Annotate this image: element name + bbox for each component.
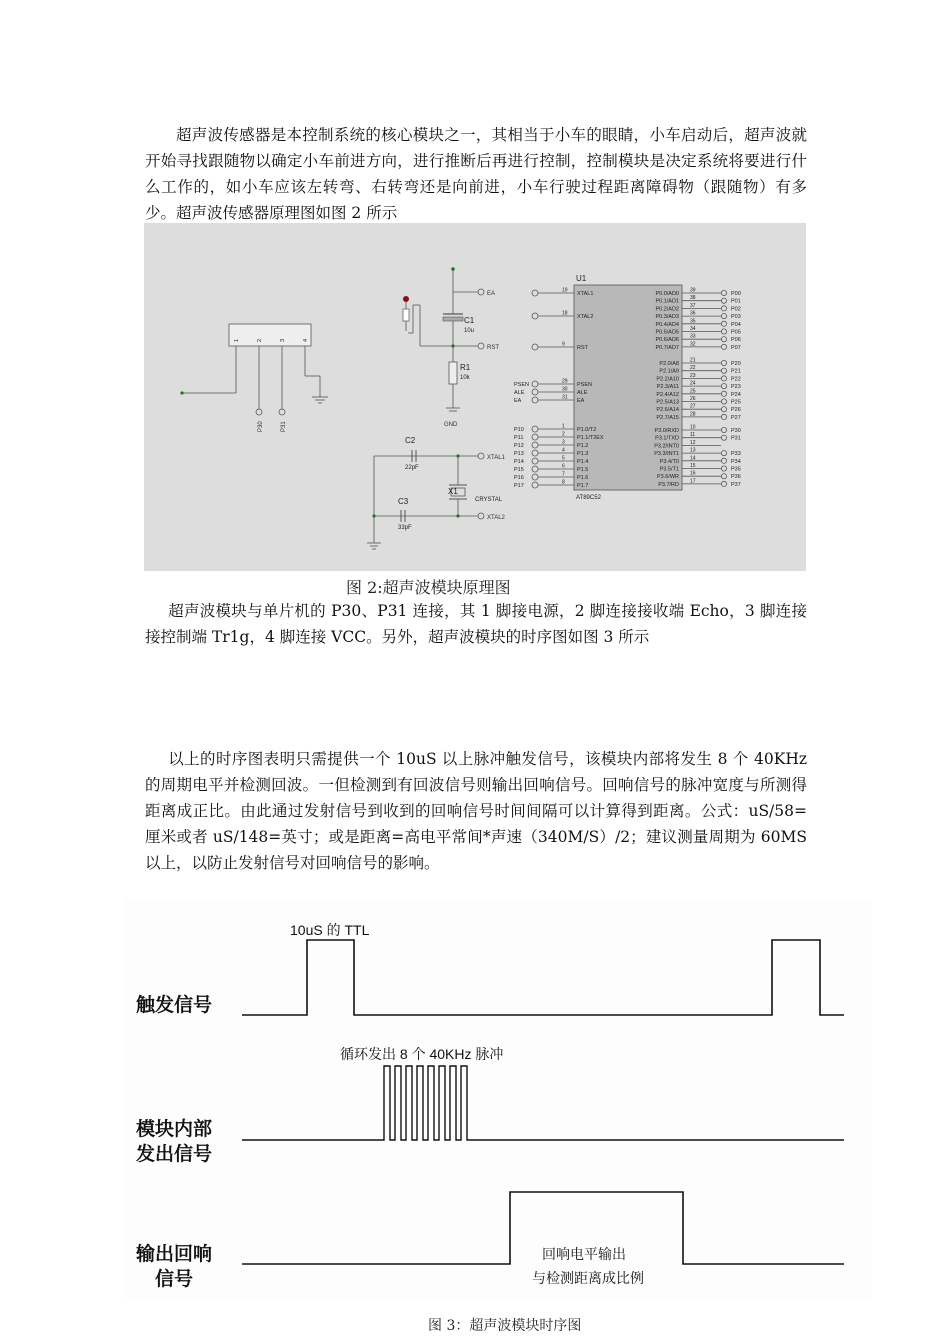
svg-text:P1.7: P1.7 (577, 483, 589, 489)
svg-text:21: 21 (690, 357, 696, 364)
svg-text:P0.5/AD5: P0.5/AD5 (655, 329, 679, 336)
svg-text:9: 9 (562, 341, 565, 348)
echo-annotation-2: 与检测距离成比例 (532, 1270, 644, 1286)
net-label-xtal1: XTAL1 (487, 455, 505, 461)
svg-text:35: 35 (690, 318, 696, 325)
sensor-pin-4: 4 (303, 338, 309, 342)
timing-diagram (122, 898, 872, 1298)
svg-text:8: 8 (562, 479, 565, 486)
svg-text:18: 18 (562, 310, 568, 317)
svg-text:P2.7/A15: P2.7/A15 (656, 414, 679, 421)
svg-text:10: 10 (690, 424, 696, 431)
svg-text:P13: P13 (514, 451, 524, 457)
svg-text:P1.1/T2EX: P1.1/T2EX (577, 435, 604, 441)
svg-text:P27: P27 (731, 414, 741, 421)
svg-text:12: 12 (690, 439, 696, 446)
svg-text:EA: EA (577, 398, 585, 404)
svg-text:P2.3/A11: P2.3/A11 (656, 384, 679, 391)
svg-text:P3.2/INT0: P3.2/INT0 (654, 443, 679, 450)
svg-text:P2.0/A8: P2.0/A8 (659, 361, 679, 367)
svg-text:P26: P26 (731, 407, 741, 414)
svg-text:P0.3/AD3: P0.3/AD3 (655, 314, 679, 321)
figure2-caption: 图 2:超声波模块原理图 (346, 578, 511, 597)
sensor-pin-3: 3 (280, 338, 286, 342)
svg-text:P3.6/WR: P3.6/WR (656, 474, 679, 481)
sensor-pin-1: 1 (234, 338, 240, 342)
svg-text:14: 14 (690, 455, 696, 462)
svg-text:22: 22 (690, 365, 696, 372)
svg-text:3: 3 (562, 439, 565, 446)
echo-row-label-1: 输出回响 (136, 1244, 213, 1265)
svg-text:13: 13 (690, 447, 696, 454)
svg-text:P2.2/A10: P2.2/A10 (656, 376, 679, 383)
svg-text:15: 15 (690, 463, 696, 469)
sensor-net-p30: P30 (258, 421, 264, 432)
svg-text:P0.7/AD7: P0.7/AD7 (655, 344, 679, 351)
c3-ref: C3 (398, 497, 409, 506)
svg-text:P24: P24 (731, 391, 741, 398)
svg-text:RST: RST (577, 345, 588, 351)
svg-text:P0.2/AD2: P0.2/AD2 (655, 306, 679, 313)
svg-text:EA: EA (514, 398, 522, 404)
trigger-annotation: 10uS 的 TTL (290, 922, 370, 938)
svg-text:XTAL2: XTAL2 (577, 314, 594, 320)
svg-text:P3.4/T0: P3.4/T0 (659, 458, 679, 465)
svg-text:17: 17 (690, 478, 696, 485)
gnd-label: GND (444, 422, 458, 428)
burst-row-label-2: 发出信号 (136, 1144, 213, 1165)
svg-text:P1.3: P1.3 (577, 451, 589, 457)
x1-ref: X1 (448, 487, 458, 496)
svg-text:P02: P02 (731, 306, 741, 313)
junction-dot (451, 344, 454, 347)
svg-text:P06: P06 (731, 337, 741, 344)
r1-ref: R1 (460, 363, 471, 372)
svg-text:24: 24 (690, 380, 696, 387)
svg-text:P3.0/RXD: P3.0/RXD (654, 428, 679, 434)
c3-value: 33pF (398, 525, 412, 531)
svg-text:33: 33 (690, 333, 696, 340)
svg-text:P00: P00 (731, 291, 741, 297)
svg-text:ALE: ALE (577, 390, 588, 396)
svg-text:P33: P33 (731, 451, 741, 458)
svg-text:P15: P15 (514, 467, 524, 473)
timing-paragraph: 以上的时序图表明只需提供一个 10uS 以上脉冲触发信号，该模块内部将发生 8 个 40KHz 的周期电平并检测回波。一但检测到有回波信号则输出回响信号。回响信号的脉冲宽度与所测得距离成正比。由此通过发射信号到收到的回响信号时间间隔可以计算得到距离。公式：uS/58=厘米或者 uS/148=英寸；或是距离=高电平常间*声速（340M/S）/2；建议测量周期为 60MS 以上，以防止发射信号对回响信号的影响。 (145, 750, 807, 872)
svg-text:2: 2 (562, 431, 565, 438)
sensor-pin-2: 2 (257, 338, 263, 342)
svg-text:37: 37 (690, 302, 696, 309)
c1-ref: C1 (464, 316, 475, 325)
figure3-caption: 图 3：超声波模块时序图 (428, 1318, 582, 1334)
svg-text:16: 16 (690, 470, 696, 477)
svg-text:P07: P07 (731, 344, 741, 351)
svg-text:P2.4/A12: P2.4/A12 (656, 391, 679, 398)
svg-text:P3.5/T1: P3.5/T1 (659, 466, 679, 473)
svg-text:32: 32 (690, 341, 696, 348)
svg-text:34: 34 (690, 326, 696, 332)
trigger-waveform (242, 940, 844, 1015)
svg-text:XTAL1: XTAL1 (577, 291, 594, 297)
echo-annotation-1: 回响电平输出 (542, 1246, 626, 1262)
svg-text:P05: P05 (731, 329, 741, 336)
svg-text:P35: P35 (731, 466, 741, 473)
svg-text:P21: P21 (731, 368, 741, 375)
svg-text:P12: P12 (514, 443, 524, 449)
svg-text:7: 7 (562, 471, 565, 478)
svg-text:PSEN: PSEN (577, 382, 592, 388)
schematic-figure (144, 223, 806, 571)
svg-text:25: 25 (690, 388, 696, 395)
svg-text:29: 29 (562, 378, 568, 385)
c1-value: 10u (464, 328, 475, 334)
svg-text:P2.5/A13: P2.5/A13 (656, 399, 679, 406)
svg-text:27: 27 (690, 403, 696, 410)
svg-text:P37: P37 (731, 481, 741, 488)
svg-text:28: 28 (690, 411, 696, 418)
svg-text:ALE: ALE (514, 390, 525, 396)
timing-figure (122, 898, 872, 1298)
burst-waveform (242, 1066, 844, 1140)
svg-text:P23: P23 (731, 384, 741, 391)
svg-text:P10: P10 (514, 427, 524, 433)
svg-text:P17: P17 (514, 483, 524, 489)
svg-text:P1.2: P1.2 (577, 443, 589, 449)
chip-right-pins (654, 288, 741, 488)
svg-text:26: 26 (690, 396, 696, 402)
svg-text:38: 38 (690, 295, 696, 302)
sensor-net-p31: P31 (281, 421, 287, 432)
schematic-diagram (144, 223, 806, 571)
chip-part: AT89C52 (576, 495, 601, 501)
svg-text:5: 5 (562, 455, 565, 462)
svg-text:19: 19 (562, 287, 568, 294)
svg-text:30: 30 (562, 386, 568, 393)
svg-text:31: 31 (562, 394, 568, 401)
svg-text:P2.6/A14: P2.6/A14 (656, 407, 679, 414)
svg-text:P1.4: P1.4 (577, 459, 589, 465)
sensor-module (229, 324, 311, 346)
svg-text:P11: P11 (514, 435, 524, 441)
junction-dot (180, 391, 183, 394)
svg-text:P34: P34 (731, 458, 741, 465)
c2-value: 22pF (405, 465, 419, 471)
burst-annotation: 循环发出 8 个 40KHz 脉冲 (340, 1046, 504, 1062)
svg-text:P3.3/INT1: P3.3/INT1 (654, 451, 679, 458)
c2-ref: C2 (405, 436, 416, 445)
net-label-ea: EA (487, 291, 496, 297)
svg-text:P36: P36 (731, 474, 741, 481)
trigger-row-label: 触发信号 (136, 995, 213, 1016)
svg-text:PSEN: PSEN (514, 382, 529, 388)
svg-text:P16: P16 (514, 475, 524, 481)
svg-text:P01: P01 (731, 298, 741, 305)
svg-text:P3.7/RD: P3.7/RD (658, 481, 679, 488)
svg-text:11: 11 (690, 432, 696, 439)
svg-text:P1.6: P1.6 (577, 475, 589, 481)
intro-paragraph: 超声波传感器是本控制系统的核心模块之一，其相当于小车的眼睛，小车启动后，超声波就开始寻找跟随物以确定小车前进方向，进行推断后再进行控制，控制模块是决定系统将要进行什么工作的，如小车应该左转弯、右转弯还是向前进，小车行驶过程距离障碍物（跟随物）有多少。超声波传感器原理图如图 2 所示 (145, 126, 807, 222)
svg-text:P0.4/AD4: P0.4/AD4 (655, 321, 679, 328)
svg-text:P25: P25 (731, 399, 741, 406)
net-label-xtal2: XTAL2 (487, 515, 505, 521)
svg-text:P22: P22 (731, 376, 741, 383)
svg-text:P0.6/AD6: P0.6/AD6 (655, 337, 679, 344)
echo-row-label-2: 信号 (155, 1269, 194, 1290)
x1-value: CRYSTAL (475, 497, 503, 503)
svg-text:P0.0/AD0: P0.0/AD0 (655, 291, 679, 297)
svg-text:1: 1 (562, 423, 565, 430)
svg-text:6: 6 (562, 463, 565, 470)
svg-text:P0.1/AD1: P0.1/AD1 (655, 298, 679, 305)
svg-text:P3.1/TXD: P3.1/TXD (655, 435, 679, 442)
svg-text:P03: P03 (731, 314, 741, 321)
svg-text:P1.5: P1.5 (577, 467, 589, 473)
svg-text:36: 36 (690, 310, 696, 317)
burst-row-label-1: 模块内部 (136, 1119, 213, 1140)
svg-text:4: 4 (562, 447, 565, 454)
svg-text:39: 39 (690, 287, 696, 294)
svg-text:P20: P20 (731, 361, 741, 367)
svg-text:23: 23 (690, 372, 696, 379)
r1-value: 10k (460, 375, 470, 381)
net-label-rst: RST (487, 345, 499, 351)
svg-text:P30: P30 (731, 428, 741, 434)
chip-ref: U1 (576, 274, 587, 283)
svg-text:P04: P04 (731, 321, 741, 328)
svg-text:P31: P31 (731, 435, 741, 442)
svg-text:P1.0/T2: P1.0/T2 (577, 427, 597, 433)
svg-text:P2.1/A9: P2.1/A9 (659, 368, 679, 375)
connection-paragraph: 超声波模块与单片机的 P30、P31 连接，其 1 脚接电源，2 脚连接接收端 Echo，3 脚连接接控制端 Tr1g，4 脚连接 VCC。另外，超声波模块的时序图如图 3 所示 (145, 602, 807, 646)
svg-text:P14: P14 (514, 459, 524, 465)
